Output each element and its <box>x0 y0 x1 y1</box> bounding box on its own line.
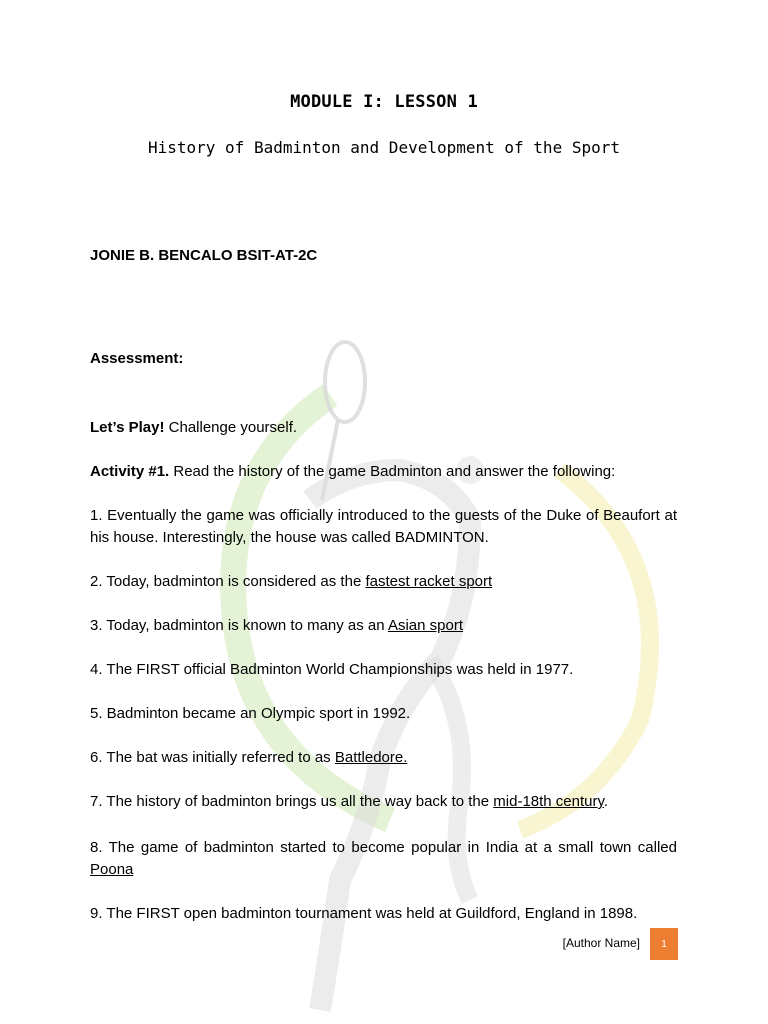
activity-text: Read the history of the game Badminton and answer the following: <box>169 463 616 480</box>
question-text: 2. Today, badminton is considered as the <box>90 573 366 590</box>
question-text: 4. The FIRST official Badminton World Championships was held in 1977. <box>90 661 574 678</box>
activity-line <box>90 461 677 483</box>
author-line: JONIE B. BENCALO BSIT-AT-2C <box>90 247 318 264</box>
question-text: 5. Badminton became an Olympic sport in 1992. <box>90 705 411 722</box>
answer-text: Poona <box>90 861 134 878</box>
answer-text: Battledore. <box>334 749 408 766</box>
question-text: 8. The game of badminton started to become popular in India at a small town called <box>90 839 677 856</box>
footer-author-name: [Author Name] <box>562 936 640 950</box>
question-item-3 <box>90 615 677 637</box>
question-item-9 <box>90 903 677 925</box>
question-item-1 <box>90 505 677 549</box>
assessment-heading: Assessment: <box>90 350 184 367</box>
question-text-end: . <box>603 793 609 810</box>
page-number-badge: 1 <box>650 928 678 960</box>
lets-play-line <box>90 417 677 439</box>
activity-label: Activity #1. <box>90 463 170 480</box>
question-text: 3. Today, badminton is known to many as an <box>90 617 388 634</box>
question-item-5 <box>90 703 677 725</box>
question-item-2 <box>90 571 677 593</box>
lets-play-text: Challenge yourself. <box>164 419 298 436</box>
question-item-7 <box>90 791 677 813</box>
question-text: 7. The history of badminton brings us all the way back to the <box>90 793 494 810</box>
question-text: 9. The FIRST open badminton tournament was held at Guildford, England in 1898. <box>90 905 638 922</box>
question-item-6 <box>90 747 677 769</box>
lesson-subtitle: History of Badminton and Development of the Sport <box>147 138 620 157</box>
module-title: MODULE I: LESSON 1 <box>290 92 478 112</box>
answer-text: fastest racket sport <box>365 573 493 590</box>
question-text: 1. Eventually the game was officially introduced to the guests of the Duke of Beaufort at his house. Interestingly, the house was called BADMINTON. <box>90 507 677 546</box>
answer-text: mid-18th century <box>493 793 604 810</box>
answer-text: Asian sport <box>387 617 464 634</box>
question-text: 6. The bat was initially referred to as <box>90 749 335 766</box>
question-item-4 <box>90 659 677 681</box>
question-item-8 <box>90 837 677 881</box>
lets-play-label: Let’s Play! <box>90 419 165 436</box>
